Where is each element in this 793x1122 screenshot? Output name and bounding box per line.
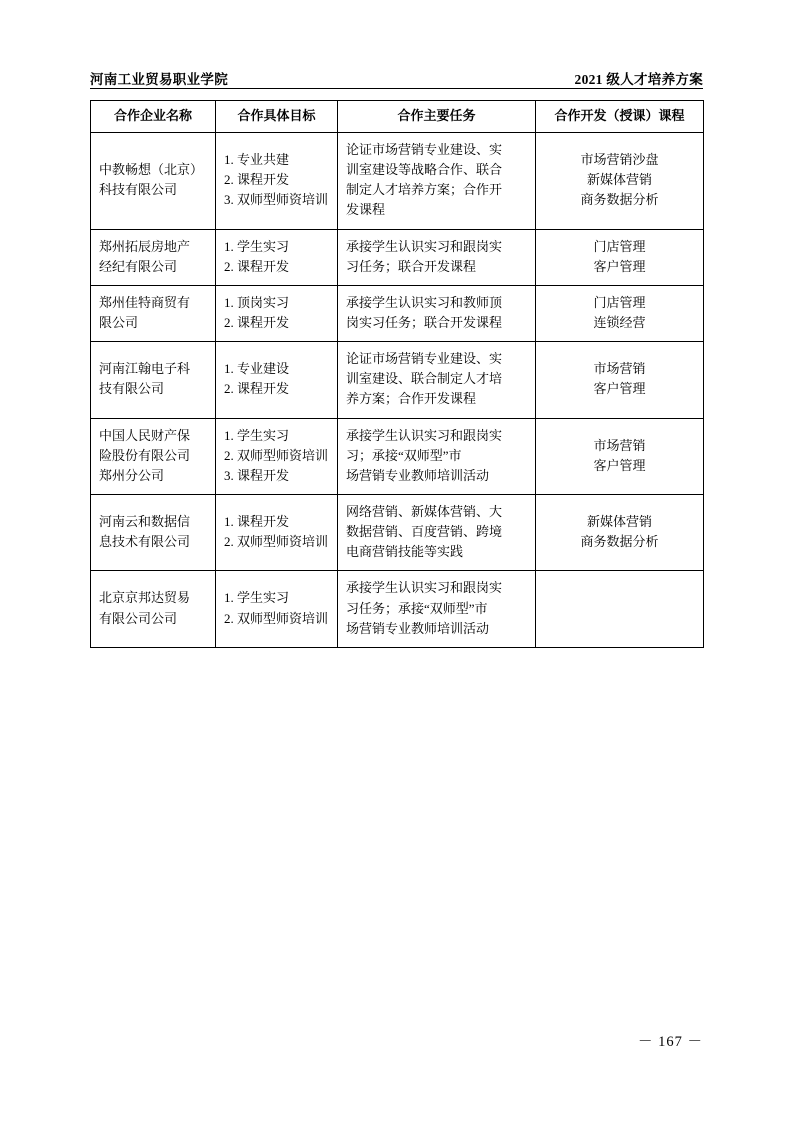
cell-task-line: 论证市场营销专业建设、实 (346, 351, 503, 367)
page-header (90, 68, 703, 88)
cell-company-name (91, 285, 216, 341)
cell-task-line: 承接学生认识实习和跟岗实 (346, 580, 503, 596)
cell-course-line: 商务数据分析 (580, 192, 659, 208)
cell-goal-line: 1. 专业建设 (224, 361, 290, 377)
column-header-course: 合作开发（授课）课程 (536, 101, 704, 133)
cell-company-name-line: 河南云和数据信 (99, 514, 191, 530)
cell-task (338, 285, 536, 341)
cell-task-line: 网络营销、新媒体营销、大 (346, 503, 503, 519)
cell-goal-line: 1. 学生实习 (224, 590, 290, 606)
cell-goal (216, 571, 338, 647)
cell-company-name-line: 郑州拓辰房地产 (99, 238, 191, 254)
cell-course-line: 商务数据分析 (580, 534, 659, 550)
cell-goal-line: 1. 学生实习 (224, 427, 290, 443)
cell-company-name-line: 郑州佳特商贸有 (99, 294, 191, 310)
cell-goal (216, 418, 338, 494)
cell-goal-line: 1. 课程开发 (224, 514, 290, 530)
cell-goal-line: 2. 课程开发 (224, 381, 290, 397)
cell-course-line: 门店管理 (593, 294, 646, 310)
cell-company-name (91, 418, 216, 494)
cell-company-name-line: 经纪有限公司 (99, 258, 178, 274)
cell-goal (216, 285, 338, 341)
cell-task-line: 场营销专业教师培训活动 (346, 467, 490, 483)
cell-task (338, 229, 536, 285)
table-body (91, 133, 704, 648)
cell-company-name-line: 北京京邦达贸易 (99, 590, 191, 606)
cell-course (536, 133, 704, 230)
cell-company-name (91, 133, 216, 230)
column-header-goal: 合作具体目标 (216, 101, 338, 133)
cell-company-name-line: 限公司 (99, 314, 139, 330)
table-row (91, 571, 704, 647)
table-row (91, 342, 704, 418)
cell-company-name-line: 有限公司公司 (99, 610, 178, 626)
cell-task-line: 养方案；合作开发课程 (346, 391, 477, 407)
cell-course-line: 新媒体营销 (586, 514, 652, 530)
cell-goal-line: 1. 专业共建 (224, 152, 290, 168)
cell-course-line: 客户管理 (593, 457, 646, 473)
cell-task-line: 训室建设等战略合作、联合 (346, 162, 503, 178)
cell-course (536, 418, 704, 494)
cell-goal (216, 133, 338, 230)
column-header-company: 合作企业名称 (91, 101, 216, 133)
cell-task-line: 发课程 (346, 202, 386, 218)
cell-task (338, 494, 536, 570)
cell-goal-line: 1. 顶岗实习 (224, 294, 290, 310)
cell-task-line: 承接学生认识实习和跟岗实 (346, 427, 503, 443)
cell-task (338, 133, 536, 230)
cell-course (536, 229, 704, 285)
cell-course (536, 342, 704, 418)
cell-goal-line: 2. 双师型师资培训 (224, 534, 329, 550)
cell-goal-line: 1. 学生实习 (224, 238, 290, 254)
cell-task-line: 制定人才培养方案；合作开 (346, 182, 503, 198)
table-row (91, 285, 704, 341)
table-header-row (91, 101, 704, 133)
cell-course-line: 连锁经营 (593, 314, 646, 330)
cell-goal-line: 3. 课程开发 (224, 467, 290, 483)
cell-task-line: 习任务；承接“双师型”市 (346, 600, 488, 616)
column-header-task: 合作主要任务 (338, 101, 536, 133)
cell-company-name-line: 郑州分公司 (99, 467, 165, 483)
cell-goal-line: 2. 课程开发 (224, 258, 290, 274)
cell-company-name-line: 科技有限公司 (99, 182, 178, 198)
cell-course-line: 市场营销沙盘 (580, 152, 659, 168)
cell-task (338, 571, 536, 647)
cell-company-name (91, 229, 216, 285)
cell-task-line: 训室建设、联合制定人才培 (346, 371, 503, 387)
cell-company-name-line: 息技术有限公司 (99, 534, 191, 550)
table-row (91, 229, 704, 285)
header-divider (90, 88, 703, 89)
cell-company-name (91, 342, 216, 418)
cell-goal (216, 342, 338, 418)
cell-goal-line: 2. 课程开发 (224, 172, 290, 188)
cell-goal-line: 2. 双师型师资培训 (224, 447, 329, 463)
cell-goal-line: 2. 双师型师资培训 (224, 610, 329, 626)
cell-task-line: 承接学生认识实习和教师顶 (346, 294, 503, 310)
cell-goal (216, 229, 338, 285)
cell-task-line: 电商营销技能等实践 (346, 544, 464, 560)
cell-course-line: 门店管理 (593, 238, 646, 254)
cell-course (536, 285, 704, 341)
cell-company-name (91, 494, 216, 570)
cell-course-line: 客户管理 (593, 381, 646, 397)
cell-company-name-line: 中国人民财产保 (99, 427, 191, 443)
cell-goal (216, 494, 338, 570)
cell-company-name-line: 险股份有限公司 (99, 447, 191, 463)
cell-task-line: 数据营销、百度营销、跨境 (346, 524, 503, 540)
cell-task (338, 418, 536, 494)
cell-task-line: 习；承接“双师型”市 (346, 447, 462, 463)
header-institution: 河南工业贸易职业学院 (90, 72, 228, 87)
cell-goal-line: 2. 课程开发 (224, 314, 290, 330)
cell-company-name-line: 技有限公司 (99, 381, 165, 397)
cooperation-table (90, 100, 704, 648)
page-number: － 167 － (638, 1034, 703, 1050)
cell-course (536, 571, 704, 647)
cell-company-name (91, 571, 216, 647)
table-row (91, 494, 704, 570)
table-row (91, 418, 704, 494)
cell-company-name-line: 河南江翰电子科 (99, 361, 191, 377)
cell-course-line: 市场营销 (593, 437, 646, 453)
header-document-title: 2021 级人才培养方案 (574, 72, 703, 87)
cell-task (338, 342, 536, 418)
cell-task-line: 岗实习任务；联合开发课程 (346, 314, 503, 330)
cell-course-line: 新媒体营销 (586, 172, 652, 188)
cell-course (536, 494, 704, 570)
cell-course-line: 市场营销 (593, 361, 646, 377)
cell-task-line: 习任务；联合开发课程 (346, 258, 477, 274)
cell-goal-line: 3. 双师型师资培训 (224, 192, 329, 208)
cell-course-line: 客户管理 (593, 258, 646, 274)
cell-task-line: 承接学生认识实习和跟岗实 (346, 238, 503, 254)
table-row (91, 133, 704, 230)
cell-task-line: 论证市场营销专业建设、实 (346, 142, 503, 157)
cell-task-line: 场营销专业教师培训活动 (346, 620, 490, 636)
cell-company-name-line: 中教畅想（北京） (99, 162, 204, 178)
